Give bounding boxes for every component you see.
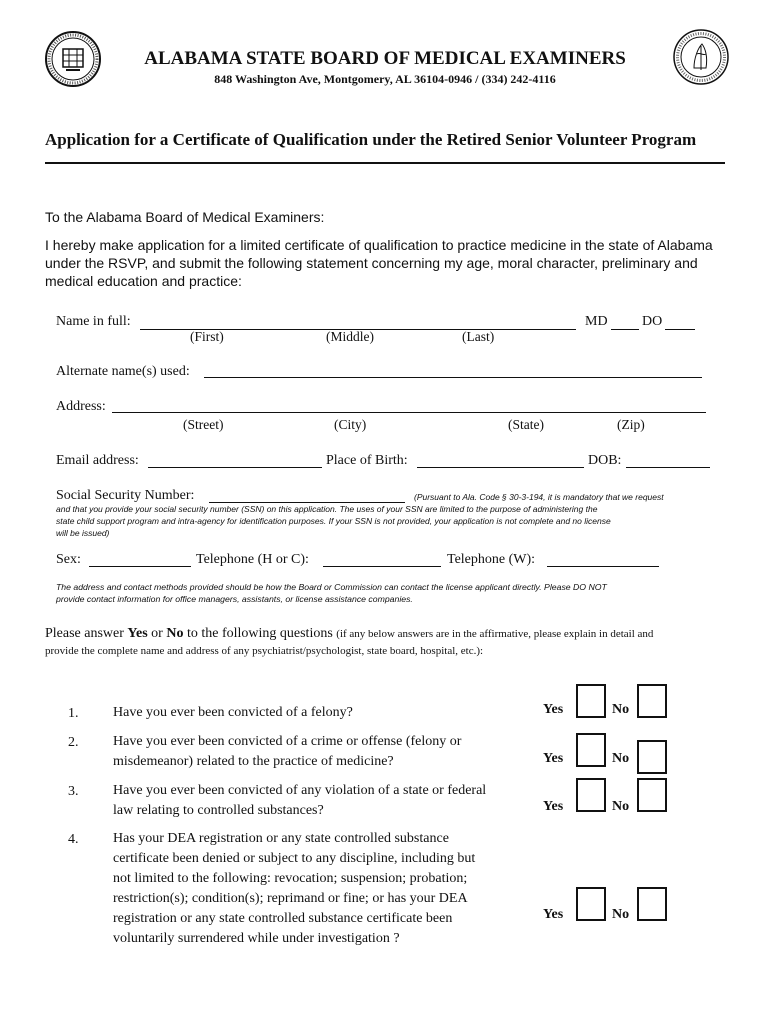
street-caption: (Street) <box>183 417 224 432</box>
q4-number: 4. <box>68 832 79 847</box>
do-checkbox-line[interactable] <box>665 329 695 330</box>
address-input-line[interactable] <box>112 412 706 413</box>
form-title: Application for a Certificate of Qualification under the Retired Senior Volunteer Program <box>45 130 697 149</box>
md-checkbox-line[interactable] <box>611 329 639 330</box>
md-label: MD <box>585 314 608 329</box>
salutation: To the Alabama Board of Medical Examiners: <box>45 209 325 225</box>
q2-yes-checkbox[interactable] <box>576 733 606 767</box>
sex-input-line[interactable] <box>89 566 191 567</box>
title-rule <box>45 162 725 164</box>
contact-note-2: provide contact information for office managers, assistants, or license assistance companies. <box>56 594 413 604</box>
q4-line-4: restriction(s); condition(s); reprimand or fine; or has your DEA <box>113 891 468 906</box>
address-label: Address: <box>56 399 106 414</box>
q2-line-2: misdemeanor) related to the practice of medicine? <box>113 754 394 769</box>
email-input-line[interactable] <box>148 467 322 468</box>
board-title: ALABAMA STATE BOARD OF MEDICAL EXAMINERS <box>144 48 626 69</box>
tel-w-input-line[interactable] <box>547 566 659 567</box>
q2-number: 2. <box>68 735 79 750</box>
intro-yes: Yes <box>127 626 148 641</box>
q4-no-label: No <box>612 907 630 922</box>
dob-label: DOB: <box>588 453 622 468</box>
city-caption: (City) <box>334 417 367 432</box>
pob-input-line[interactable] <box>417 467 584 468</box>
zip-caption: (Zip) <box>617 417 645 432</box>
intro-no: No <box>166 626 184 641</box>
q2-no-checkbox[interactable] <box>637 740 667 774</box>
do-label: DO <box>642 314 663 329</box>
ssn-note-1: (Pursuant to Ala. Code § 30-3-194, it is mandatory that we request <box>414 492 664 502</box>
q3-no-label: No <box>612 799 630 814</box>
q3-yes-checkbox[interactable] <box>576 778 606 812</box>
board-address: 848 Washington Ave, Montgomery, AL 36104-0946 / (334) 242-4116 <box>214 72 556 86</box>
ssn-note-3: state child support program and intra-agency for identification purposes. If your SSN is not provided, your application is not complete and no license <box>56 516 611 526</box>
q4-line-6: voluntarily surrendered while under investigation ? <box>113 931 400 946</box>
email-label: Email address: <box>56 453 139 468</box>
q4-text <box>113 829 523 949</box>
intro-or: or <box>147 626 167 641</box>
q2-yes-label: Yes <box>543 751 564 766</box>
q1-yes-checkbox[interactable] <box>576 684 606 718</box>
ssn-label: Social Security Number: <box>56 488 195 503</box>
first-caption: (First) <box>190 329 224 344</box>
intro-paren-1: (if any below answers are in the affirmative, please explain in detail and <box>336 628 654 640</box>
intro-line-1: I hereby make application for a limited certificate of qualification to practice medicine in the state of Alabama <box>45 237 713 253</box>
ssn-note-2: and that you provide your social security number (SSN) on this application. The uses of your SSN are limited to the purpose of administering the <box>56 504 598 514</box>
questions-intro <box>45 626 653 642</box>
last-caption: (Last) <box>462 329 495 344</box>
q1-yes-label: Yes <box>543 702 564 717</box>
contact-note-1: The address and contact methods provided should be how the Board or Commission can contact the license applicant directly. Please DO NOT <box>56 582 607 592</box>
q4-line-5: registration or any state controlled substance certificate been <box>113 911 453 926</box>
q4-line-2: certificate been denied or subject to any discipline, including but <box>113 851 476 866</box>
q4-yes-checkbox[interactable] <box>576 887 606 921</box>
q3-no-checkbox[interactable] <box>637 778 667 812</box>
q1-no-label: No <box>612 702 630 717</box>
q2-text <box>113 732 523 772</box>
pob-label: Place of Birth: <box>326 453 408 468</box>
tel-w-label: Telephone (W): <box>447 552 536 567</box>
q4-line-3: not limited to the following: revocation; suspension; probation; <box>113 871 468 886</box>
state-caption: (State) <box>508 417 544 432</box>
q3-text <box>113 781 523 821</box>
q1-text <box>113 703 523 723</box>
alt-name-label: Alternate name(s) used: <box>56 364 190 379</box>
q3-line-1: Have you ever been convicted of any violation of a state or federal <box>113 783 487 798</box>
dob-input-line[interactable] <box>626 467 710 468</box>
intro-lead: Please answer <box>45 626 128 641</box>
ssn-input-line[interactable] <box>209 502 405 503</box>
q2-no-label: No <box>612 751 630 766</box>
intro-line-3: medical education and practice: <box>45 273 242 289</box>
ssn-note-4: will be issued) <box>56 528 110 538</box>
q3-yes-label: Yes <box>543 799 564 814</box>
q4-yes-label: Yes <box>543 907 564 922</box>
q3-number: 3. <box>68 784 79 799</box>
q4-no-checkbox[interactable] <box>637 887 667 921</box>
tel-hc-label: Telephone (H or C): <box>196 552 309 567</box>
q4-line-1: Has your DEA registration or any state controlled substance <box>113 831 449 846</box>
middle-caption: (Middle) <box>326 329 374 344</box>
intro-line-2: under the RSVP, and submit the following statement concerning my age, moral character, preliminary and <box>45 255 698 271</box>
q2-line-1: Have you ever been convicted of a crime or offense (felony or <box>113 734 462 749</box>
intro-paren-2: provide the complete name and address of any psychiatrist/psychologist, state board, hospital, etc.): <box>45 645 484 657</box>
intro-rest: to the following questions <box>183 626 337 641</box>
name-label: Name in full: <box>56 314 131 329</box>
tel-hc-input-line[interactable] <box>323 566 441 567</box>
sex-label: Sex: <box>56 552 81 567</box>
q1-number: 1. <box>68 706 79 721</box>
q1-line-1: Have you ever been convicted of a felony? <box>113 705 353 720</box>
q3-line-2: law relating to controlled substances? <box>113 803 324 818</box>
q1-no-checkbox[interactable] <box>637 684 667 718</box>
alt-name-input-line[interactable] <box>204 377 702 378</box>
